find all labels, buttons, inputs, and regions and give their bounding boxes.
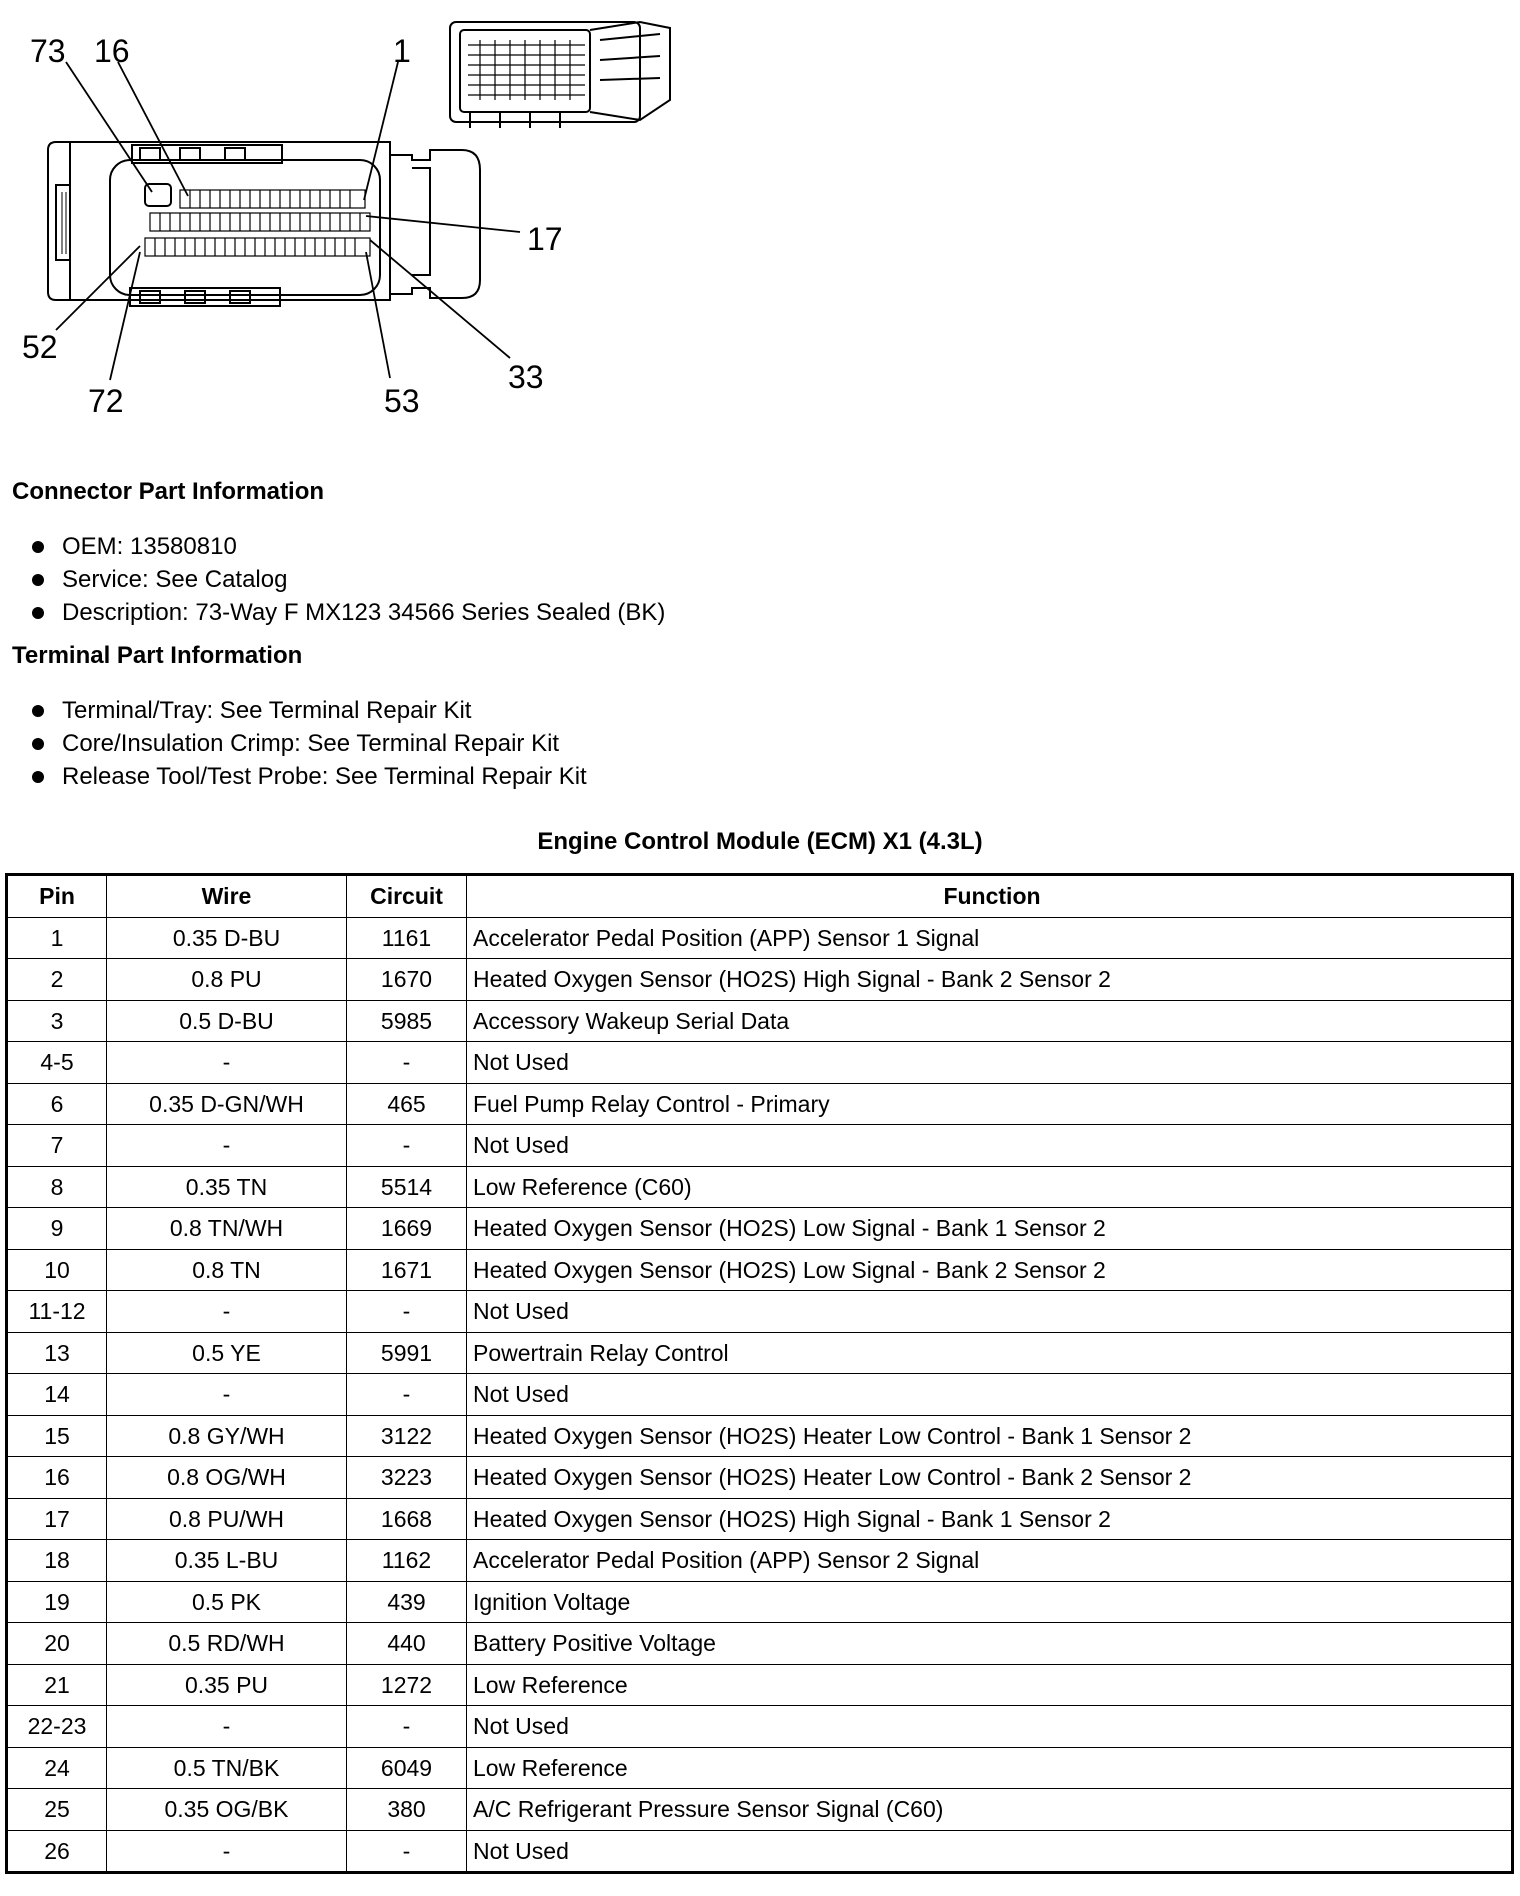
cell-pin: 7 — [7, 1125, 107, 1167]
cell-circuit: 1272 — [347, 1664, 467, 1706]
cell-function: Heated Oxygen Sensor (HO2S) High Signal - Bank 2 Sensor 2 — [467, 959, 1513, 1001]
table-row — [7, 917, 1513, 959]
table-row — [7, 959, 1513, 1001]
cell-function: Ignition Voltage — [467, 1581, 1513, 1623]
cell-function: Powertrain Relay Control — [467, 1332, 1513, 1374]
cell-wire: 0.5 YE — [107, 1332, 347, 1374]
cell-pin: 22-23 — [7, 1706, 107, 1748]
cell-pin: 19 — [7, 1581, 107, 1623]
cell-wire: 0.5 D-BU — [107, 1000, 347, 1042]
cell-wire: - — [107, 1706, 347, 1748]
cell-pin: 11-12 — [7, 1291, 107, 1333]
table-row — [7, 1415, 1513, 1457]
list-item-text: Terminal/Tray: See Terminal Repair Kit — [62, 697, 472, 724]
cell-wire: 0.35 D-GN/WH — [107, 1083, 347, 1125]
cell-circuit: 1670 — [347, 959, 467, 1001]
bullet-icon — [32, 738, 44, 750]
table-header-row — [7, 875, 1513, 918]
table-row — [7, 1083, 1513, 1125]
cell-circuit: - — [347, 1125, 467, 1167]
list-item-text: OEM: 13580810 — [62, 533, 237, 560]
cell-pin: 10 — [7, 1249, 107, 1291]
bullet-icon — [32, 541, 44, 553]
cell-wire: - — [107, 1374, 347, 1416]
bullet-icon — [32, 705, 44, 717]
cell-wire: 0.5 RD/WH — [107, 1623, 347, 1665]
cell-function: Not Used — [467, 1374, 1513, 1416]
cell-function: Low Reference — [467, 1664, 1513, 1706]
bullet-icon — [32, 574, 44, 586]
cell-wire: 0.35 OG/BK — [107, 1789, 347, 1831]
list-item — [30, 563, 665, 596]
table-row — [7, 1249, 1513, 1291]
connector-face-view — [48, 142, 480, 306]
table-body — [7, 917, 1513, 1873]
cell-function: Accelerator Pedal Position (APP) Sensor 2 Signal — [467, 1540, 1513, 1582]
cell-pin: 8 — [7, 1166, 107, 1208]
cell-function: Accelerator Pedal Position (APP) Sensor 1 Signal — [467, 917, 1513, 959]
table-row — [7, 1706, 1513, 1748]
cell-wire: 0.8 TN/WH — [107, 1208, 347, 1250]
cell-pin: 9 — [7, 1208, 107, 1250]
cell-pin: 25 — [7, 1789, 107, 1831]
table-row — [7, 1208, 1513, 1250]
cell-circuit: 1671 — [347, 1249, 467, 1291]
cell-function: Not Used — [467, 1125, 1513, 1167]
cell-pin: 26 — [7, 1830, 107, 1873]
connector-perspective-view — [450, 22, 670, 128]
list-item — [30, 596, 665, 629]
callout-33: 33 — [508, 359, 544, 395]
table-row — [7, 1291, 1513, 1333]
cell-pin: 15 — [7, 1415, 107, 1457]
cell-wire: 0.35 PU — [107, 1664, 347, 1706]
cell-function: A/C Refrigerant Pressure Sensor Signal (C60) — [467, 1789, 1513, 1831]
table-row — [7, 1540, 1513, 1582]
table-row — [7, 1125, 1513, 1167]
column-header-pin: Pin — [7, 875, 107, 918]
list-item — [30, 530, 665, 563]
table-row — [7, 1830, 1513, 1873]
list-item — [30, 760, 587, 793]
cell-circuit: 440 — [347, 1623, 467, 1665]
connector-info-list — [30, 530, 665, 629]
cell-wire: - — [107, 1042, 347, 1084]
cell-circuit: 6049 — [347, 1747, 467, 1789]
callout-1: 1 — [393, 33, 411, 69]
cell-function: Heated Oxygen Sensor (HO2S) Heater Low Control - Bank 2 Sensor 2 — [467, 1457, 1513, 1499]
terminal-info-heading: Terminal Part Information — [12, 642, 303, 669]
cell-circuit: 465 — [347, 1083, 467, 1125]
list-item — [30, 694, 587, 727]
cell-wire: 0.35 TN — [107, 1166, 347, 1208]
cell-circuit: - — [347, 1291, 467, 1333]
cell-pin: 1 — [7, 917, 107, 959]
list-item-text: Release Tool/Test Probe: See Terminal Repair Kit — [62, 763, 587, 790]
cell-circuit: 439 — [347, 1581, 467, 1623]
table-row — [7, 1623, 1513, 1665]
cell-pin: 17 — [7, 1498, 107, 1540]
table-row — [7, 1498, 1513, 1540]
cell-circuit: 5985 — [347, 1000, 467, 1042]
cell-function: Not Used — [467, 1830, 1513, 1873]
cell-function: Heated Oxygen Sensor (HO2S) Low Signal - Bank 2 Sensor 2 — [467, 1249, 1513, 1291]
cell-wire: - — [107, 1830, 347, 1873]
cell-circuit: 1669 — [347, 1208, 467, 1250]
cell-function: Not Used — [467, 1042, 1513, 1084]
terminal-info-list — [30, 694, 587, 793]
table-row — [7, 1457, 1513, 1499]
table-row — [7, 1332, 1513, 1374]
cell-wire: 0.8 GY/WH — [107, 1415, 347, 1457]
cell-pin: 14 — [7, 1374, 107, 1416]
cell-circuit: 5991 — [347, 1332, 467, 1374]
cell-wire: 0.5 PK — [107, 1581, 347, 1623]
list-item-text: Core/Insulation Crimp: See Terminal Repair Kit — [62, 730, 560, 757]
cell-function: Fuel Pump Relay Control - Primary — [467, 1083, 1513, 1125]
cell-circuit: 1162 — [347, 1540, 467, 1582]
table-title: Engine Control Module (ECM) X1 (4.3L) — [537, 828, 983, 855]
table-row — [7, 1166, 1513, 1208]
cell-pin: 2 — [7, 959, 107, 1001]
cell-circuit: - — [347, 1706, 467, 1748]
cell-pin: 6 — [7, 1083, 107, 1125]
cell-wire: 0.5 TN/BK — [107, 1747, 347, 1789]
cell-wire: 0.8 TN — [107, 1249, 347, 1291]
table-row — [7, 1747, 1513, 1789]
cell-circuit: 1668 — [347, 1498, 467, 1540]
callout-52: 52 — [22, 329, 58, 365]
cell-function: Battery Positive Voltage — [467, 1623, 1513, 1665]
cell-circuit: 380 — [347, 1789, 467, 1831]
connector-info-heading: Connector Part Information — [12, 478, 325, 505]
bullet-icon — [32, 771, 44, 783]
cell-circuit: - — [347, 1830, 467, 1873]
callout-73: 73 — [30, 33, 66, 69]
table-row — [7, 1664, 1513, 1706]
callout-72: 72 — [88, 383, 124, 419]
cell-function: Not Used — [467, 1706, 1513, 1748]
cell-function: Low Reference — [467, 1747, 1513, 1789]
table-row — [7, 1000, 1513, 1042]
cell-wire: 0.35 L-BU — [107, 1540, 347, 1582]
cell-wire: - — [107, 1125, 347, 1167]
table-row — [7, 1374, 1513, 1416]
cell-circuit: 3122 — [347, 1415, 467, 1457]
bullet-icon — [32, 607, 44, 619]
connector-diagram — [0, 0, 760, 440]
cell-pin: 18 — [7, 1540, 107, 1582]
cell-pin: 16 — [7, 1457, 107, 1499]
cell-function: Heated Oxygen Sensor (HO2S) High Signal - Bank 1 Sensor 2 — [467, 1498, 1513, 1540]
column-header-wire: Wire — [107, 875, 347, 918]
cell-pin: 13 — [7, 1332, 107, 1374]
list-item — [30, 727, 587, 760]
cell-function: Heated Oxygen Sensor (HO2S) Heater Low Control - Bank 1 Sensor 2 — [467, 1415, 1513, 1457]
cell-wire: 0.8 PU/WH — [107, 1498, 347, 1540]
cell-function: Low Reference (C60) — [467, 1166, 1513, 1208]
table-row — [7, 1581, 1513, 1623]
pinout-table — [5, 873, 1514, 1874]
callout-16: 16 — [94, 33, 130, 69]
cell-wire: - — [107, 1291, 347, 1333]
table-row — [7, 1789, 1513, 1831]
cell-pin: 3 — [7, 1000, 107, 1042]
cell-circuit: 1161 — [347, 917, 467, 959]
cell-wire: 0.35 D-BU — [107, 917, 347, 959]
cell-pin: 20 — [7, 1623, 107, 1665]
cell-pin: 24 — [7, 1747, 107, 1789]
cell-function: Not Used — [467, 1291, 1513, 1333]
cell-function: Accessory Wakeup Serial Data — [467, 1000, 1513, 1042]
column-header-circuit: Circuit — [347, 875, 467, 918]
cell-wire: 0.8 PU — [107, 959, 347, 1001]
cell-circuit: - — [347, 1042, 467, 1084]
cell-pin: 21 — [7, 1664, 107, 1706]
list-item-text: Service: See Catalog — [62, 566, 288, 593]
column-header-function: Function — [467, 875, 1513, 918]
cell-pin: 4-5 — [7, 1042, 107, 1084]
list-item-text: Description: 73-Way F MX123 34566 Series Sealed (BK) — [62, 599, 666, 626]
cell-wire: 0.8 OG/WH — [107, 1457, 347, 1499]
cell-circuit: - — [347, 1374, 467, 1416]
cell-circuit: 3223 — [347, 1457, 467, 1499]
table-row — [7, 1042, 1513, 1084]
callout-17: 17 — [527, 221, 563, 257]
callout-53: 53 — [384, 383, 420, 419]
cell-circuit: 5514 — [347, 1166, 467, 1208]
cell-function: Heated Oxygen Sensor (HO2S) Low Signal - Bank 1 Sensor 2 — [467, 1208, 1513, 1250]
